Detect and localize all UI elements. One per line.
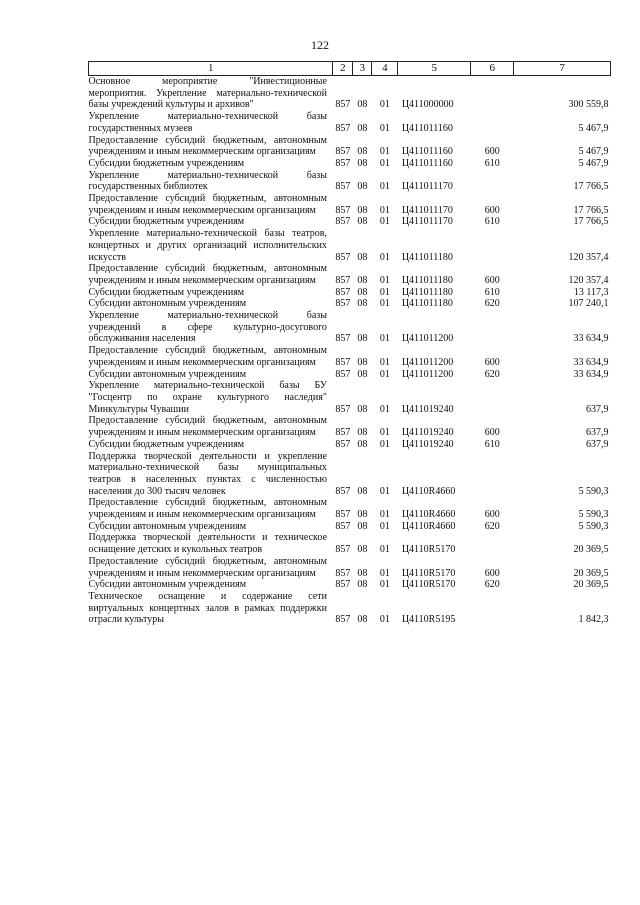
row-name: Предоставление субсидий бюджетным, автономным учреждениям и иным некоммерческим организациям xyxy=(88,134,327,158)
row-rz: 08 xyxy=(357,274,368,286)
row-gr: 857 xyxy=(335,509,351,521)
row-pr: 01 xyxy=(379,485,390,497)
row-gr: 857 xyxy=(335,485,351,497)
row-rz: 08 xyxy=(357,403,368,415)
table-row xyxy=(89,216,611,228)
row-name: Предоставление субсидий бюджетным, автономным учреждениям и иным некоммерческим организациям xyxy=(88,263,327,286)
row-pr: 01 xyxy=(379,286,390,298)
row-rz: 08 xyxy=(357,427,368,439)
row-pr: 01 xyxy=(379,204,390,216)
table-row xyxy=(89,287,611,299)
row-cs: Ц4110R4660 xyxy=(401,520,456,532)
row-vr xyxy=(471,170,514,193)
row-pr: 01 xyxy=(379,520,390,532)
row-rz: 08 xyxy=(357,216,368,228)
row-sum: 637,9 xyxy=(586,403,609,415)
row-pr: 01 xyxy=(379,333,390,345)
row-cs: Ц411011170 xyxy=(401,204,453,216)
row-pr: 01 xyxy=(379,403,390,415)
page-number: 122 xyxy=(311,38,329,52)
row-vr: 600 xyxy=(484,356,500,368)
row-cs: Ц411019240 xyxy=(401,403,454,415)
row-name: Субсидии бюджетным учреждениям xyxy=(88,157,245,169)
row-vr xyxy=(471,591,514,626)
row-vr: 610 xyxy=(484,157,500,169)
table-row xyxy=(89,579,611,591)
row-pr: 01 xyxy=(379,567,390,579)
row-name: Предоставление субсидий бюджетным, автономным учреждениям и иным некоммерческим организациям xyxy=(88,555,327,579)
row-rz: 08 xyxy=(357,286,368,298)
table-body xyxy=(89,76,611,627)
row-sum: 120 357,4 xyxy=(568,274,609,286)
row-vr: 600 xyxy=(484,204,500,216)
row-vr: 620 xyxy=(484,368,500,380)
row-sum: 17 766,5 xyxy=(573,216,609,228)
row-gr: 857 xyxy=(335,403,351,415)
row-vr xyxy=(471,111,514,134)
row-pr: 01 xyxy=(379,216,390,228)
row-gr: 857 xyxy=(335,146,351,158)
table-row xyxy=(89,497,611,520)
table-row xyxy=(89,298,611,310)
table-row xyxy=(89,369,611,381)
table-row xyxy=(89,158,611,170)
row-cs: Ц411011160 xyxy=(401,146,453,158)
row-gr: 857 xyxy=(335,520,351,532)
row-vr: 600 xyxy=(484,146,500,158)
row-gr: 857 xyxy=(335,356,351,368)
row-name: Техническое оснащение и содержание сети виртуальных концертных залов в рамках поддержки отрасли культуры xyxy=(88,590,327,626)
row-name: Укрепление материально-технической базы учреждений в сфере культурно-досугового обслуживания населения xyxy=(88,310,327,345)
row-gr: 857 xyxy=(335,298,351,310)
row-sum: 5 467,9 xyxy=(578,146,609,158)
row-pr: 01 xyxy=(379,146,390,158)
row-cs: Ц411011170 xyxy=(401,216,453,228)
row-pr: 01 xyxy=(379,181,390,193)
row-pr: 01 xyxy=(379,544,390,556)
row-rz: 08 xyxy=(357,438,368,450)
row-rz: 08 xyxy=(357,122,368,134)
row-name: Субсидии автономным учреждениям xyxy=(88,520,247,532)
row-rz: 08 xyxy=(357,614,368,626)
row-vr: 620 xyxy=(484,298,500,310)
table-row xyxy=(89,193,611,216)
row-gr: 857 xyxy=(335,286,351,298)
row-pr: 01 xyxy=(379,356,390,368)
row-name: Субсидии бюджетным учреждениям xyxy=(88,216,245,228)
row-pr: 01 xyxy=(379,368,390,380)
row-rz: 08 xyxy=(357,509,368,521)
row-cs: Ц411011160 xyxy=(401,157,453,169)
row-sum: 33 634,9 xyxy=(573,368,609,380)
row-name: Предоставление субсидий бюджетным, автономным учреждениям и иным некоммерческим организациям xyxy=(88,193,327,216)
row-sum: 1 842,3 xyxy=(578,614,609,626)
row-cs: Ц411011180 xyxy=(401,298,453,310)
row-rz: 08 xyxy=(357,99,368,111)
row-name: Субсидии автономным учреждениям xyxy=(88,368,247,380)
row-gr: 857 xyxy=(335,567,351,579)
row-vr: 600 xyxy=(484,274,500,286)
row-rz: 08 xyxy=(357,520,368,532)
table-row xyxy=(89,556,611,579)
table-row xyxy=(89,532,611,555)
row-sum: 20 369,5 xyxy=(573,579,609,591)
row-rz: 08 xyxy=(357,251,368,263)
column-header-cs: 5 xyxy=(398,62,471,76)
row-gr: 857 xyxy=(335,579,351,591)
row-vr: 610 xyxy=(484,216,500,228)
column-header-gr: 2 xyxy=(333,62,353,76)
table-header-row xyxy=(89,62,611,76)
row-cs: Ц411011180 xyxy=(401,274,453,286)
table-row xyxy=(89,451,611,498)
row-sum: 33 634,9 xyxy=(573,333,609,345)
row-vr xyxy=(471,380,514,415)
row-cs: Ц411011160 xyxy=(401,122,453,134)
row-name: Предоставление субсидий бюджетным, автономным учреждениям и иным некоммерческим организациям xyxy=(88,345,327,368)
row-sum: 5 467,9 xyxy=(578,157,609,169)
row-pr: 01 xyxy=(379,157,390,169)
row-name: Основное мероприятие "Инвестиционные мероприятия. Укрепление материально-технической базы учреждений культуры и архивов" xyxy=(88,76,327,111)
row-gr: 857 xyxy=(335,427,351,439)
row-gr: 857 xyxy=(335,614,351,626)
row-sum: 5 590,3 xyxy=(578,509,609,521)
row-rz: 08 xyxy=(357,204,368,216)
table-row xyxy=(89,76,611,112)
row-sum: 13 117,3 xyxy=(573,286,609,298)
table-row xyxy=(89,111,611,134)
row-pr: 01 xyxy=(379,99,390,111)
table-row xyxy=(89,380,611,415)
row-sum: 17 766,5 xyxy=(573,181,609,193)
row-cs: Ц411011200 xyxy=(401,333,454,345)
row-name: Поддержка творческой деятельности и техническое оснащение детских и кукольных театров xyxy=(88,532,327,556)
row-name: Укрепление материально-технической базы БУ "Госцентр по охране культурного наследия" Минкультуры Чувашии xyxy=(88,380,327,415)
row-pr: 01 xyxy=(379,438,390,450)
row-sum: 637,9 xyxy=(586,427,609,439)
row-sum: 20 369,5 xyxy=(573,567,609,579)
row-gr: 857 xyxy=(335,438,351,450)
row-pr: 01 xyxy=(379,509,390,521)
row-cs: Ц411019240 xyxy=(401,438,454,450)
row-cs: Ц411011180 xyxy=(401,251,453,263)
row-cs: Ц4110R5170 xyxy=(401,544,456,556)
row-name: Субсидии бюджетным учреждениям xyxy=(88,286,245,298)
row-gr: 857 xyxy=(335,216,351,228)
table-row xyxy=(89,439,611,451)
row-vr xyxy=(471,76,514,112)
row-vr: 600 xyxy=(484,427,500,439)
row-name: Укрепление материально-технической базы театров, концертных и других организаций исполнительских искусств xyxy=(88,228,327,263)
row-vr: 610 xyxy=(484,438,500,450)
row-pr: 01 xyxy=(379,251,390,263)
row-pr: 01 xyxy=(379,122,390,134)
column-header-rz: 3 xyxy=(353,62,372,76)
row-gr: 857 xyxy=(335,251,351,263)
row-rz: 08 xyxy=(357,146,368,158)
row-cs: Ц4110R5170 xyxy=(401,567,456,579)
table-row xyxy=(89,170,611,193)
row-sum: 5 467,9 xyxy=(578,122,609,134)
table-row xyxy=(89,591,611,626)
row-vr: 600 xyxy=(484,509,500,521)
row-name: Предоставление субсидий бюджетным, автономным учреждениям и иным некоммерческим организациям xyxy=(88,415,327,439)
row-vr xyxy=(471,451,514,498)
row-name: Укрепление материально-технической базы государственных библиотек xyxy=(88,169,327,193)
row-pr: 01 xyxy=(379,298,390,310)
row-rz: 08 xyxy=(357,157,368,169)
row-pr: 01 xyxy=(379,274,390,286)
row-sum: 33 634,9 xyxy=(573,356,609,368)
row-name: Субсидии бюджетным учреждениям xyxy=(88,438,245,450)
column-header-sum: 7 xyxy=(514,62,611,76)
row-gr: 857 xyxy=(335,99,351,111)
table-row xyxy=(89,310,611,345)
row-rz: 08 xyxy=(357,567,368,579)
column-header-pr: 4 xyxy=(372,62,398,76)
row-rz: 08 xyxy=(357,181,368,193)
row-sum: 107 240,1 xyxy=(568,298,609,310)
row-gr: 857 xyxy=(335,544,351,556)
row-vr xyxy=(471,532,514,555)
row-rz: 08 xyxy=(357,356,368,368)
table-row xyxy=(89,521,611,533)
column-header-name: 1 xyxy=(89,62,333,76)
row-rz: 08 xyxy=(357,579,368,591)
row-cs: Ц4110R5170 xyxy=(401,579,456,591)
row-sum: 17 766,5 xyxy=(573,204,609,216)
row-sum: 5 590,3 xyxy=(578,485,609,497)
row-cs: Ц4110R4660 xyxy=(401,485,456,497)
row-sum: 300 559,8 xyxy=(568,99,609,111)
row-name: Субсидии автономным учреждениям xyxy=(88,298,247,310)
row-vr: 620 xyxy=(484,579,500,591)
row-vr: 600 xyxy=(484,567,500,579)
row-pr: 01 xyxy=(379,614,390,626)
row-gr: 857 xyxy=(335,122,351,134)
row-cs: Ц411011170 xyxy=(401,181,453,193)
row-cs: Ц4110R4660 xyxy=(401,509,456,521)
row-gr: 857 xyxy=(335,181,351,193)
row-cs: Ц411000000 xyxy=(401,99,454,111)
row-vr: 620 xyxy=(484,520,500,532)
row-vr xyxy=(471,228,514,263)
row-rz: 08 xyxy=(357,298,368,310)
row-pr: 01 xyxy=(379,427,390,439)
row-rz: 08 xyxy=(357,485,368,497)
row-sum: 20 369,5 xyxy=(573,544,609,556)
row-sum: 637,9 xyxy=(586,438,609,450)
row-cs: Ц4110R5195 xyxy=(401,614,456,626)
row-vr: 610 xyxy=(484,286,500,298)
row-cs: Ц411011200 xyxy=(401,356,454,368)
row-cs: Ц411019240 xyxy=(401,427,454,439)
row-cs: Ц411011200 xyxy=(401,368,454,380)
row-gr: 857 xyxy=(335,274,351,286)
table-row xyxy=(89,415,611,438)
row-gr: 857 xyxy=(335,204,351,216)
row-name: Предоставление субсидий бюджетным, автономным учреждениям и иным некоммерческим организациям xyxy=(88,497,327,521)
table-row xyxy=(89,228,611,263)
row-gr: 857 xyxy=(335,368,351,380)
row-rz: 08 xyxy=(357,544,368,556)
row-name: Укрепление материально-технической базы государственных музеев xyxy=(88,111,327,134)
column-header-vr: 6 xyxy=(471,62,514,76)
table-row xyxy=(89,263,611,286)
row-gr: 857 xyxy=(335,157,351,169)
row-name: Субсидии автономным учреждениям xyxy=(88,579,247,591)
row-sum: 120 357,4 xyxy=(568,251,609,263)
row-pr: 01 xyxy=(379,579,390,591)
budget-table xyxy=(88,61,611,626)
row-sum: 5 590,3 xyxy=(578,520,609,532)
row-rz: 08 xyxy=(357,368,368,380)
row-gr: 857 xyxy=(335,333,351,345)
row-vr xyxy=(471,310,514,345)
row-cs: Ц411011180 xyxy=(401,286,453,298)
row-rz: 08 xyxy=(357,333,368,345)
row-name: Поддержка творческой деятельности и укрепление материально-технической базы муниципальных театров в населенных пунктах с численностью населения до 300 тысяч человек xyxy=(88,450,327,497)
table-row xyxy=(89,135,611,158)
table-row xyxy=(89,345,611,368)
